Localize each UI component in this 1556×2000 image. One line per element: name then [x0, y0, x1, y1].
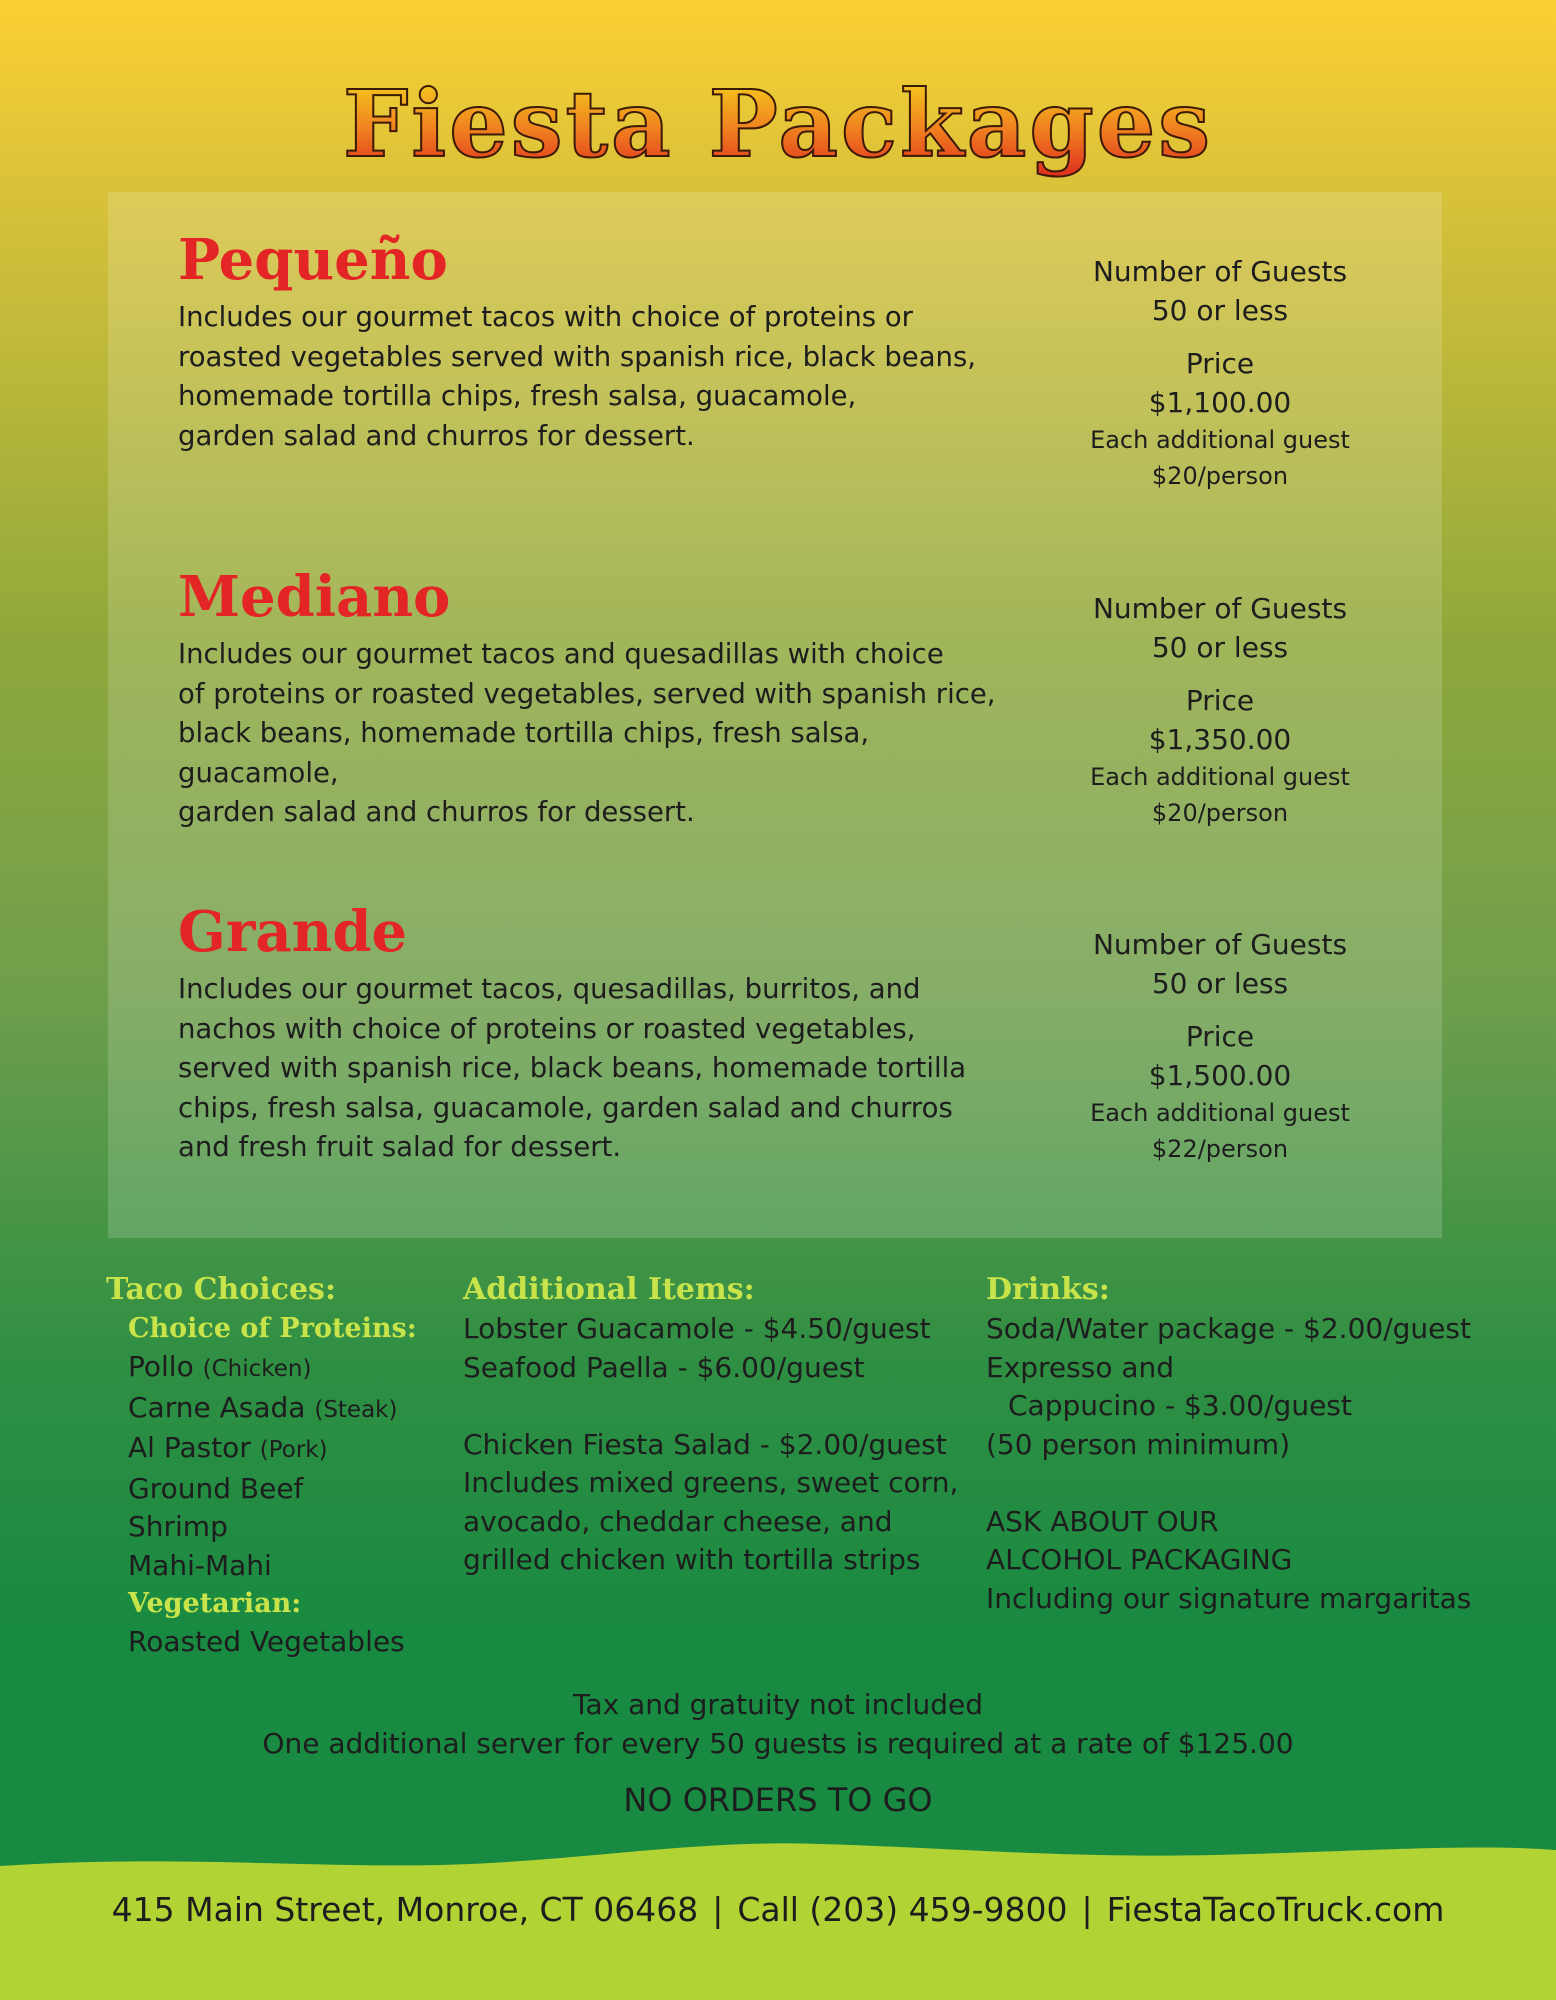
guests-label: Number of Guests — [1092, 592, 1348, 625]
protein-item: Ground Beef — [128, 1471, 304, 1505]
additional-guest-rate: Each additional guest $22/person — [1090, 1099, 1350, 1163]
additional-item: Chicken Fiesta Salad - $2.00/guest — [463, 1427, 947, 1461]
alcohol-note: Including our signature margaritas — [986, 1581, 1472, 1615]
additional-guest-rate: Each additional guest $20/person — [1090, 426, 1350, 490]
price-value: $1,500.00 — [1148, 1059, 1292, 1092]
price-value: $1,350.00 — [1148, 723, 1292, 756]
footer-separator: | — [1081, 1890, 1093, 1929]
guests-value: 50 or less — [1151, 294, 1289, 327]
package-pequeno-info — [1020, 252, 1420, 494]
drinks-section — [986, 1270, 1471, 1618]
price-label: Price — [1185, 1020, 1255, 1053]
package-mediano — [178, 565, 998, 833]
package-mediano-info — [1020, 589, 1420, 831]
additional-item-detail: Includes mixed greens, sweet corn, — [463, 1466, 959, 1499]
package-description: Includes our gourmet tacos, quesadillas, burritos, and nachos with choice of proteins or roasted vegetables, served with spanish rice, black beans, homemade tortilla chips, fresh salsa, guacamole, garden salad and churros and fresh fruit salad for dessert. — [178, 973, 967, 1163]
footer-address: 415 Main Street, Monroe, CT 06468 — [111, 1890, 699, 1929]
protein-item: Pollo (Chicken) — [128, 1350, 312, 1383]
footer-website[interactable]: FiestaTacoTruck.com — [1106, 1890, 1445, 1929]
package-name: Pequeño — [178, 227, 448, 293]
protein-item: Mahi-Mahi — [128, 1548, 272, 1582]
footer-contact — [0, 1888, 1556, 1932]
guests-value: 50 or less — [1151, 631, 1289, 664]
protein-item: Al Pastor (Pork) — [128, 1431, 328, 1464]
proteins-heading: Choice of Proteins: — [128, 1313, 417, 1344]
additional-item: Seafood Paella - $6.00/guest — [463, 1350, 865, 1384]
additional-items-heading: Additional Items: — [463, 1272, 755, 1307]
page-title: Fiesta Packages — [0, 70, 1556, 178]
taco-choices-section — [106, 1270, 417, 1662]
package-grande-info — [1020, 925, 1420, 1167]
tax-note: Tax and gratuity not included — [572, 1688, 984, 1721]
guests-value: 50 or less — [1151, 967, 1289, 1000]
protein-item: Shrimp — [128, 1510, 228, 1543]
additional-guest-rate: Each additional guest $20/person — [1090, 763, 1350, 827]
additional-item-detail: avocado, cheddar cheese, and — [463, 1504, 893, 1538]
guests-label: Number of Guests — [1092, 928, 1348, 961]
server-note: One additional server for every 50 guests is required at a rate of $125.00 — [262, 1726, 1294, 1760]
additional-item-detail: grilled chicken with tortilla strips — [463, 1543, 921, 1576]
package-pequeno — [178, 228, 998, 456]
taco-choices-heading: Taco Choices: — [106, 1272, 337, 1307]
vegetarian-heading: Vegetarian: — [128, 1588, 302, 1619]
footer-separator: | — [712, 1890, 724, 1929]
additional-items-section — [463, 1270, 958, 1580]
package-description: Includes our gourmet tacos with choice of proteins or roasted vegetables served with spanish rice, black beans, homemade tortilla chips, fresh salsa, guacamole, garden salad and churros for dessert. — [178, 301, 977, 452]
package-description: Includes our gourmet tacos and quesadillas with choice of proteins or roasted vegetables, served with spanish rice, black beans, homemade tortilla chips, fresh salsa, guacamole, garden salad and churros for dessert. — [178, 638, 996, 828]
additional-item: Lobster Guacamole - $4.50/guest — [463, 1312, 931, 1345]
fine-print — [0, 1686, 1556, 1763]
alcohol-note: ALCOHOL PACKAGING — [986, 1543, 1293, 1576]
drink-note: (50 person minimum) — [986, 1427, 1291, 1461]
protein-item: Carne Asada (Steak) — [128, 1390, 398, 1424]
price-label: Price — [1185, 684, 1255, 717]
alcohol-note: ASK ABOUT OUR — [986, 1504, 1219, 1538]
drink-item: Cappucino - $3.00/guest — [1008, 1389, 1352, 1422]
package-name: Mediano — [178, 564, 451, 630]
package-grande — [178, 900, 998, 1168]
package-name: Grande — [178, 899, 408, 965]
guests-label: Number of Guests — [1092, 255, 1348, 288]
no-orders-notice: NO ORDERS TO GO — [623, 1781, 933, 1819]
drinks-heading: Drinks: — [986, 1272, 1110, 1307]
price-label: Price — [1185, 347, 1255, 380]
vegetarian-item: Roasted Vegetables — [128, 1625, 405, 1658]
footer-phone[interactable]: Call (203) 459-9800 — [737, 1890, 1068, 1929]
drink-item: Expresso and — [986, 1350, 1175, 1384]
drink-item: Soda/Water package - $2.00/guest — [986, 1312, 1471, 1345]
price-value: $1,100.00 — [1148, 386, 1292, 419]
